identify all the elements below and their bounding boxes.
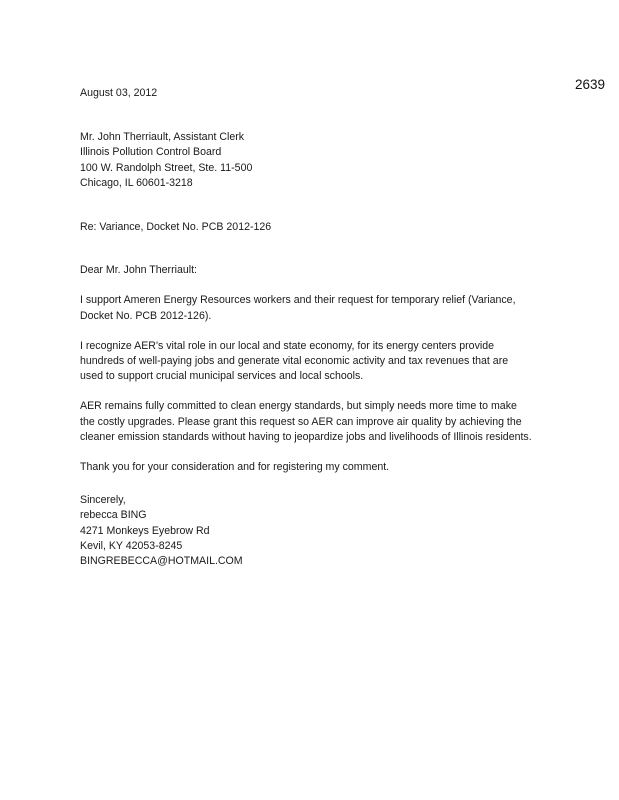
page-number: 2639 — [575, 77, 606, 92]
salutation: Dear Mr. John Therriault: — [80, 264, 197, 277]
paragraph-line: Docket No. PCB 2012-126). — [80, 309, 212, 322]
paragraph-line: Thank you for your consideration and for registering my comment. — [80, 461, 390, 474]
paragraph-line: cleaner emission standards without having to jeopardize jobs and livelihoods of Illinois residents. — [80, 430, 532, 443]
recipient-line: Chicago, IL 60601-3218 — [80, 176, 193, 189]
closing-word: Sincerely, — [80, 494, 126, 507]
paragraph-line: I recognize AER's vital role in our local and state economy, for its energy centers provide — [80, 339, 495, 352]
sender-street: 4271 Monkeys Eyebrow Rd — [80, 524, 210, 537]
paragraph — [80, 399, 560, 445]
paragraph — [80, 339, 560, 385]
sender-name: rebecca BING — [80, 509, 147, 522]
sender-email: BINGREBECCA@HOTMAIL.COM — [80, 555, 243, 568]
paragraph-line: I support Ameren Energy Resources workers and their request for temporary relief (Variance, — [80, 294, 516, 307]
subject-line: Re: Variance, Docket No. PCB 2012-126 — [80, 221, 272, 234]
recipient-line: Illinois Pollution Control Board — [80, 146, 222, 159]
paragraph — [80, 460, 560, 475]
paragraph-line: used to support crucial municipal services and local schools. — [80, 370, 364, 383]
paragraph-line: hundreds of well-paying jobs and generate vital economic activity and tax revenues that are — [80, 355, 509, 368]
letter-body — [80, 86, 560, 569]
paragraph-line: the costly upgrades. Please grant this request so AER can improve air quality by achieving the — [80, 415, 522, 428]
recipient-address — [80, 130, 560, 191]
sender-city: Kevil, KY 42053-8245 — [80, 539, 183, 552]
paragraph — [80, 293, 560, 323]
recipient-line: Mr. John Therriault, Assistant Clerk — [80, 131, 245, 144]
letter-date: August 03, 2012 — [80, 87, 158, 99]
recipient-line: 100 W. Randolph Street, Ste. 11-500 — [80, 161, 253, 174]
paragraph-line: AER remains fully committed to clean energy standards, but simply needs more time to make — [80, 400, 517, 413]
signature-block — [80, 493, 560, 569]
